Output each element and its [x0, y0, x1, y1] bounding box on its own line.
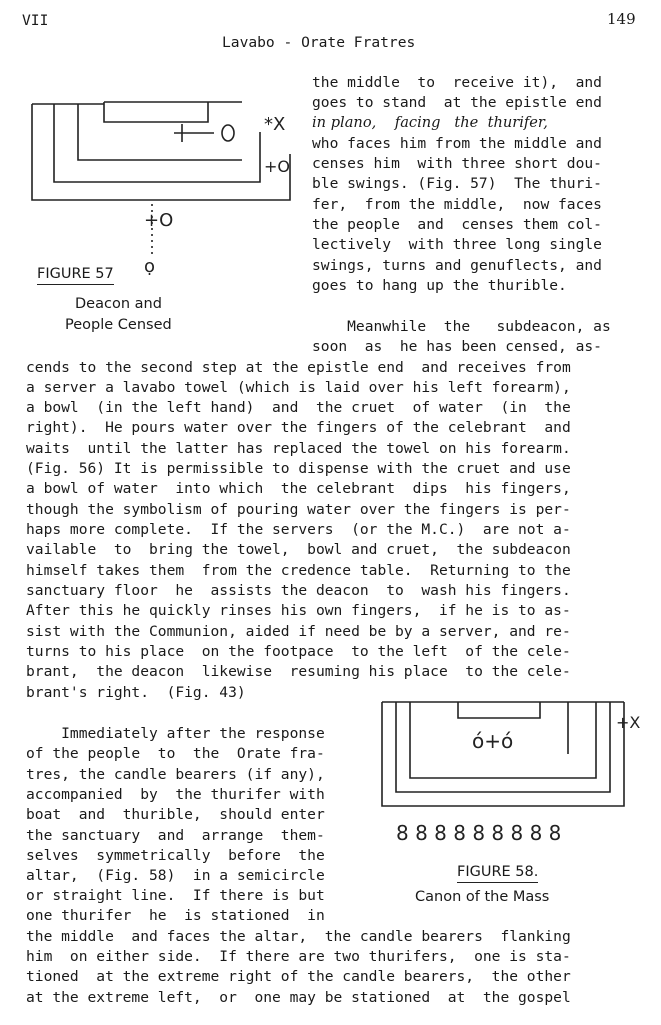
text-line: soon as he has been censed, as- [312, 338, 602, 355]
figure-57-caption-line2: People Censed [65, 317, 172, 333]
text-line: tioned at the extreme right of the candle bearers, the other [26, 968, 571, 985]
star-cross-icon: *X [264, 114, 286, 135]
text-line: who faces him from the middle and [312, 135, 602, 152]
star-cross-icon: +X [616, 713, 641, 732]
text-line: censes him with three short dou- [312, 155, 602, 172]
chapter-number: VII [22, 12, 49, 29]
figure-57-caption-line1: Deacon and [75, 296, 162, 312]
text-line: tres, the candle bearers (if any), [26, 766, 325, 783]
text-line: haps more complete. If the servers (or the M.C.) are not a- [26, 521, 571, 538]
text-line: cends to the second step at the epistle end and receives from [26, 359, 571, 376]
text-line: altar, (Fig. 58) in a semicircle [26, 867, 325, 884]
text-line: himself takes them from the credence table. Returning to the [26, 562, 571, 579]
text-line: a bowl of water into which the celebrant dips his fingers, [26, 480, 571, 497]
text-line: or straight line. If there is but [26, 887, 325, 904]
text-line: lectively with three long single [312, 236, 602, 253]
text-line: vailable to bring the towel, bowl and cruet, the subdeacon [26, 541, 571, 558]
running-title: Lavabo - Orate Fratres [222, 34, 416, 51]
text-line: the middle and faces the altar, the candle bearers flanking [26, 928, 571, 945]
text-line: the people and censes them col- [312, 216, 602, 233]
text-line: a server a lavabo towel (which is laid over his left forearm), [26, 379, 571, 396]
figure-57-diagram [28, 92, 298, 282]
page-number: 149 [607, 10, 636, 28]
text-line: brant, the deacon likewise resuming his place to the cele- [26, 663, 571, 680]
text-line: waits until the latter has replaced the towel on his forearm. [26, 440, 571, 457]
thurifer-icon: +O [144, 210, 174, 231]
altar-table [458, 702, 540, 718]
altar-table [104, 102, 208, 122]
text-line: the middle to receive it), and [312, 74, 602, 91]
text-line: brant's right. (Fig. 43) [26, 684, 246, 701]
text-line: sanctuary floor he assists the deacon to wash his fingers. [26, 582, 571, 599]
text-line: a bowl (in the left hand) and the cruet of water (in the [26, 399, 571, 416]
figure-58-label: FIGURE 58. [457, 864, 538, 883]
figure-58-caption: Canon of the Mass [415, 889, 550, 905]
people-icon: ọ [144, 256, 156, 277]
text-line: goes to hang up the thurible. [312, 277, 567, 294]
figure-57-label: FIGURE 57 [37, 266, 114, 285]
text-line: right). He pours water over the fingers of the celebrant and [26, 419, 571, 436]
text-line: turns to his place on the footpace to the left of the cele- [26, 643, 571, 660]
text-line: one thurifer he is stationed in [26, 907, 325, 924]
text-line: Meanwhile the subdeacon, as [312, 318, 611, 335]
candle-bearers-row-icon: 8 8 8 8 8 8 8 8 8 [396, 821, 562, 844]
text-line: Immediately after the response [26, 725, 325, 742]
text-line: sist with the Communion, aided if need be by a server, and re- [26, 623, 571, 640]
text-line: ble swings. (Fig. 57) The thuri- [312, 175, 602, 192]
text-line: at the extreme left, or one may be stationed at the gospel [26, 989, 571, 1006]
clergy-group-icon: ó+ó [472, 729, 514, 753]
figure-58-diagram [378, 694, 648, 844]
text-line: selves symmetrically before the [26, 847, 325, 864]
altar-step-outer [32, 104, 290, 200]
text-line: in plano, facing the thurifer, [312, 114, 548, 131]
text-line: of the people to the Orate fra- [26, 745, 325, 762]
text-line: fer, from the middle, now faces [312, 196, 602, 213]
text-line: After this he quickly rinses his own fingers, if he is to as- [26, 602, 571, 619]
text-line: accompanied by the thurifer with [26, 786, 325, 803]
text-line: (Fig. 56) It is permissible to dispense with the cruet and use [26, 460, 571, 477]
text-line: though the symbolism of pouring water over the fingers is per- [26, 501, 571, 518]
text-line: boat and thurible, should enter [26, 806, 325, 823]
altar-step-middle [54, 104, 260, 182]
cross-circle-icon: +O [264, 157, 290, 176]
text-line: him on either side. If there are two thurifers, one is sta- [26, 948, 571, 965]
text-line: the sanctuary and arrange them- [26, 827, 325, 844]
altar-step-inner [78, 104, 242, 160]
text-line: swings, turns and genuflects, and [312, 257, 602, 274]
text-line: goes to stand at the epistle end [312, 94, 602, 111]
